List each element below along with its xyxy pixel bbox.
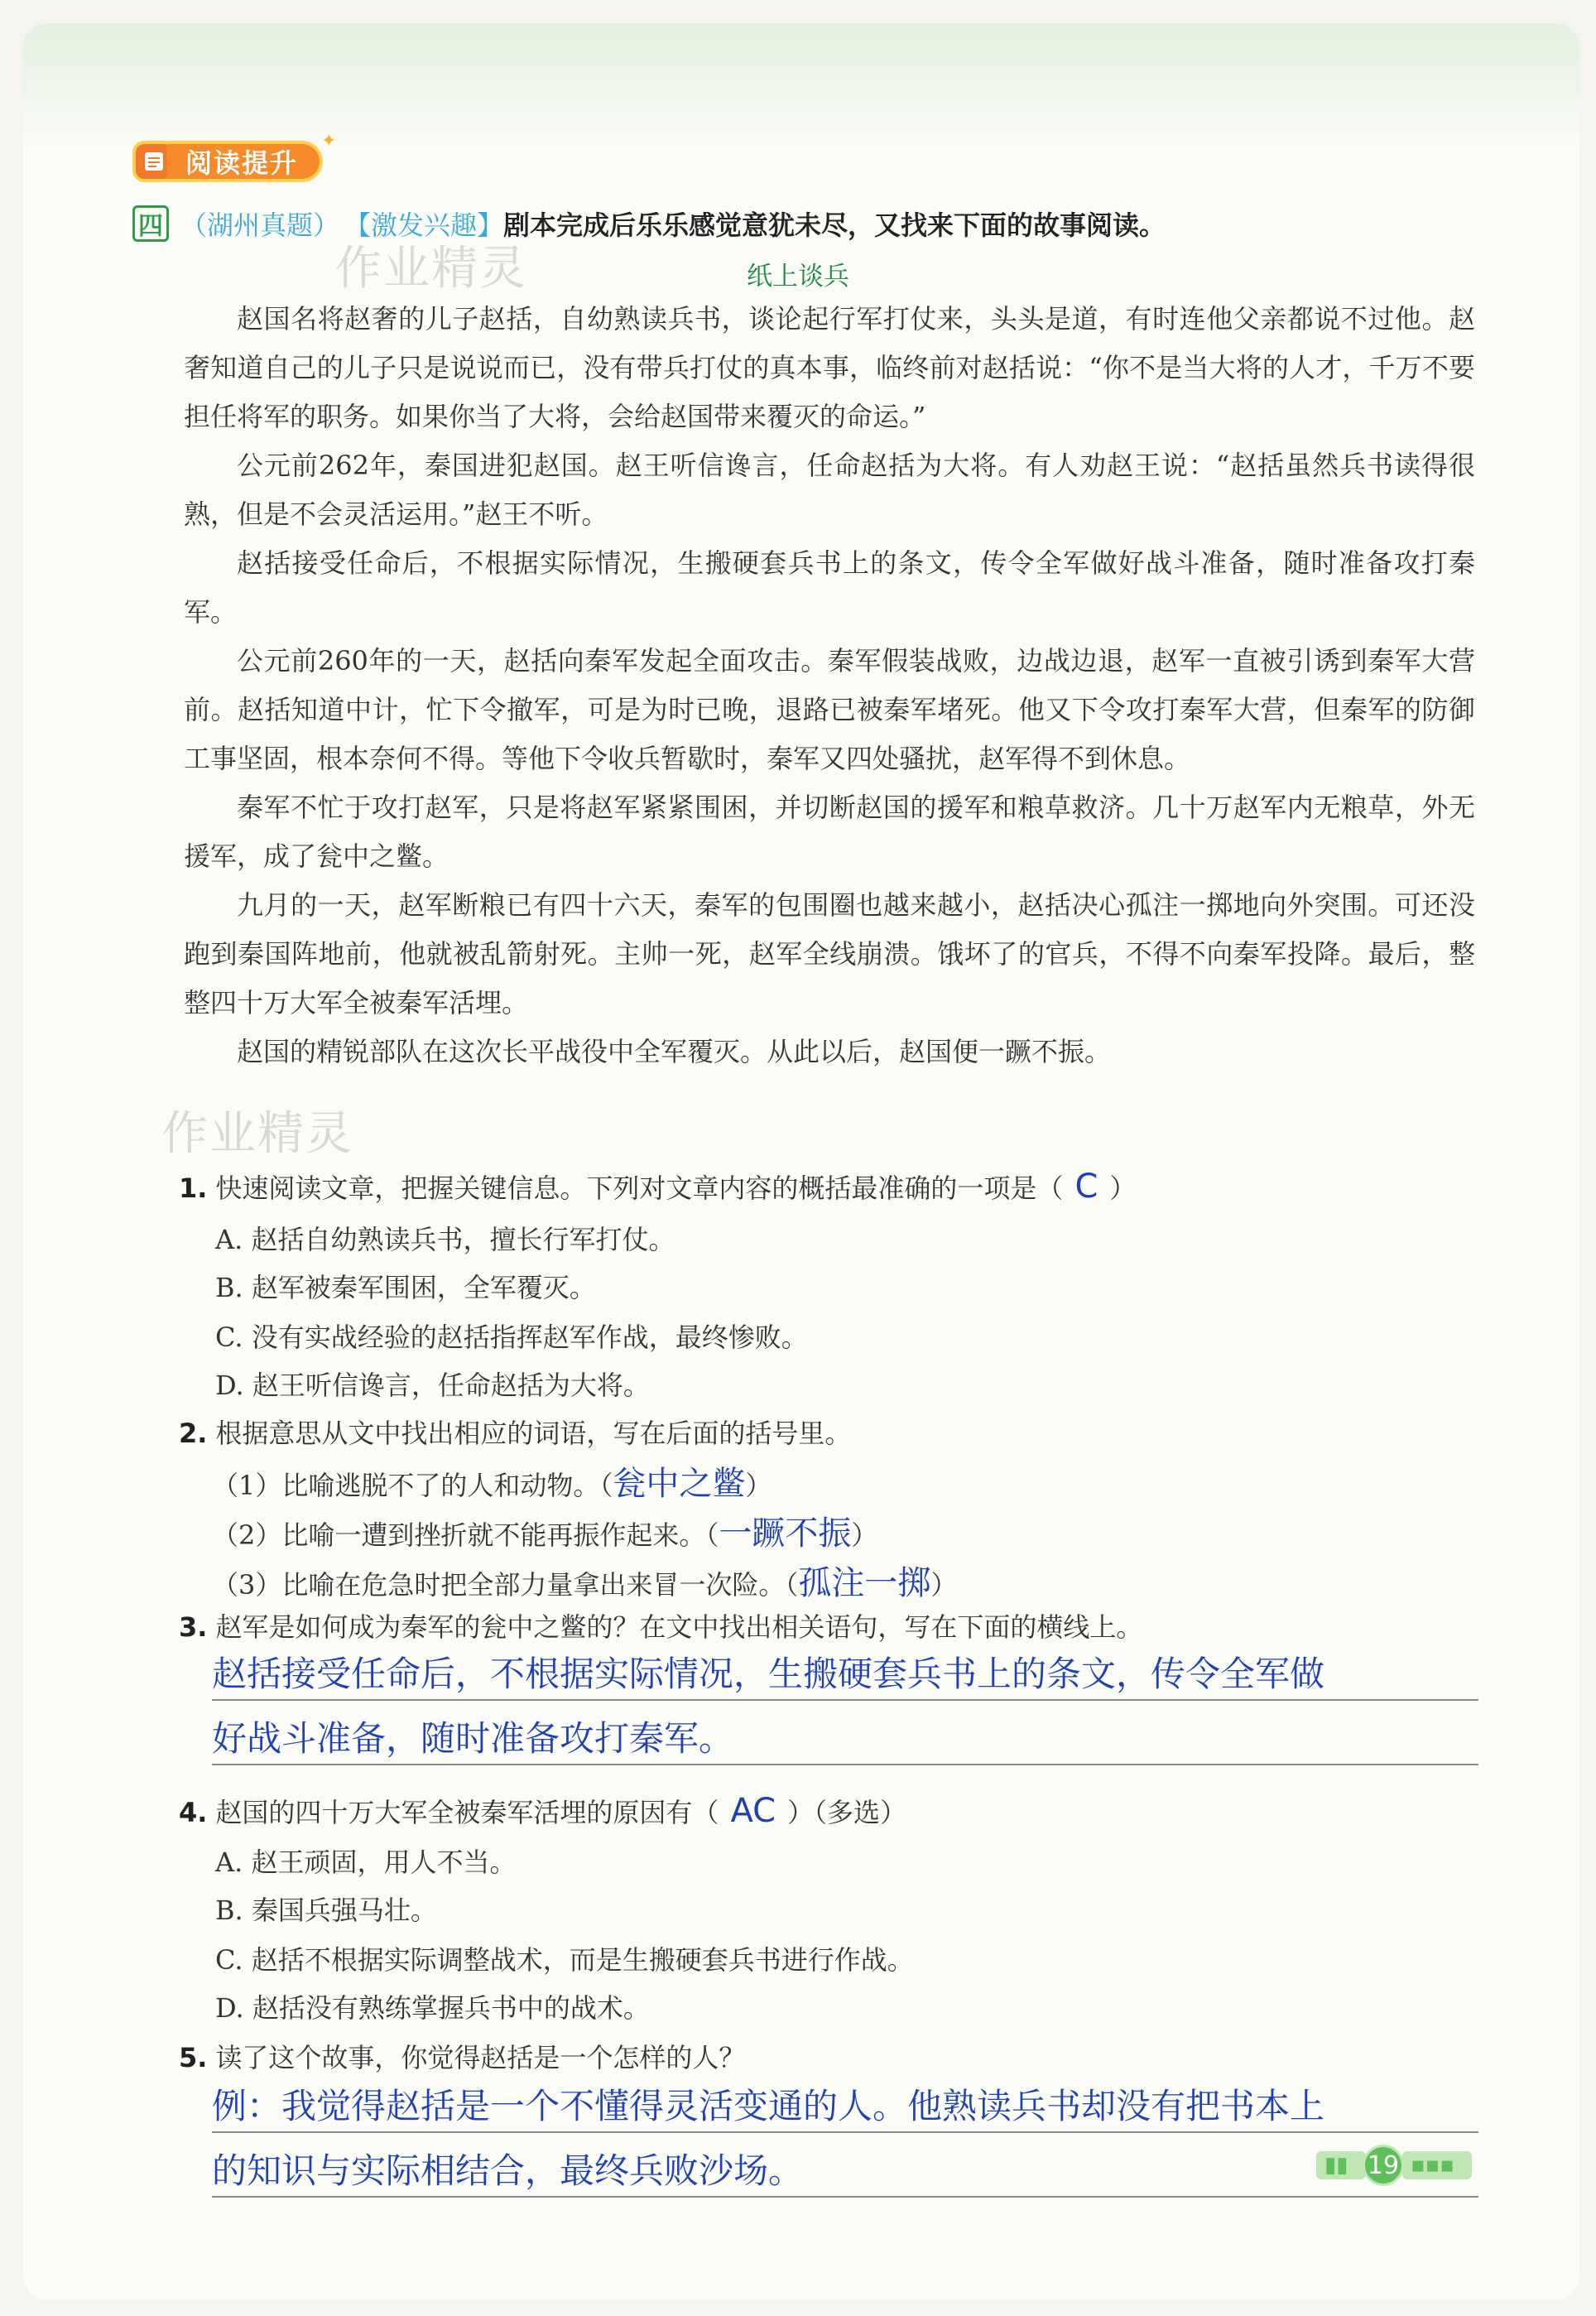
- option-d: D. 赵王听信谗言，任命赵括为大将。: [215, 1370, 650, 1401]
- option-a: A. 赵王顽固，用人不当。: [215, 1847, 517, 1878]
- story-paragraph: 赵国名将赵奢的儿子赵括，自幼熟读兵书，谈论起行军打仗来，头头是道，有时连他父亲都说不过他。赵奢知道自己的儿子只是说说而已，没有带兵打仗的真本事，临终前对赵括说：“你不是当大将的人才，千万不要担任将军的职务。如果你当了大将，会给赵国带来覆灭的命运。”: [184, 303, 1475, 432]
- option-c: C. 赵括不根据实际调整战术，而是生搬硬套兵书进行作战。: [215, 1944, 914, 1976]
- story-paragraph: 秦军不忙于攻打赵军，只是将赵军紧紧围困，并切断赵国的援军和粮草救济。几十万赵军内无粮草，外无援军，成了瓮中之鳖。: [184, 792, 1475, 872]
- answer-q3-line-2[interactable]: 好战斗准备，随时准备攻打秦军。: [212, 1714, 1478, 1765]
- story-body: [184, 295, 1475, 1076]
- watermark: 作业精灵: [161, 1107, 353, 1161]
- story-title: 纸上谈兵: [747, 262, 849, 291]
- story-paragraph: 赵国的精锐部队在这次长平战役中全军覆灭。从此以后，赵国便一蹶不振。: [237, 1036, 1112, 1067]
- option-b: B. 秦国兵强马壮。: [215, 1895, 437, 1926]
- answer-q4[interactable]: AC: [730, 1792, 776, 1830]
- section-header: [132, 137, 323, 186]
- option-a: A. 赵括自幼熟读兵书，擅长行军打仗。: [215, 1224, 675, 1255]
- section-title: 阅读提升: [167, 141, 323, 182]
- watermark: 作业精灵: [335, 242, 527, 296]
- story-paragraph: 公元前262年，秦国进犯赵国。赵王听信谗言，任命赵括为大将。有人劝赵王说：“赵括虽然兵书读得很熟，但是不会灵活运用。”赵王不听。: [184, 450, 1475, 530]
- question-number-box: 四: [132, 205, 169, 242]
- question-1: 1. 快速阅读文章，把握关键信息。下列对文章内容的概括最准确的一项是（ C ）: [179, 1168, 1137, 1206]
- story-paragraph: 公元前260年的一天，赵括向秦军发起全面攻击。秦军假装战败，边战边退，赵军一直被引诱到秦军大营前。赵括知道中计，忙下令撤军，可是为时已晚，退路已被秦军堵死。他又下令攻打秦军大营，但秦军的防御工事坚固，根本奈何不得。等他下令收兵暂歇时，秦军又四处骚扰，赵军得不到休息。: [184, 645, 1475, 774]
- question-3: 3. 赵军是如何成为秦军的瓮中之鳖的？在文中找出相关语句，写在下面的横线上。: [179, 1611, 1143, 1643]
- story-paragraph: 赵括接受任命后，不根据实际情况，生搬硬套兵书上的条文，传令全军做好战斗准备，随时准备攻打秦军。: [184, 547, 1475, 628]
- question-intro-text: 剧本完成后乐乐感觉意犹未尽，又找来下面的故事阅读。: [503, 209, 1166, 241]
- answer-q2-2[interactable]: 一蹶不振: [719, 1514, 852, 1553]
- answer-q5-line-2[interactable]: 的知识与实际相结合，最终兵败沙场。: [212, 2146, 1478, 2198]
- option-d: D. 赵括没有熟练掌握兵书中的战术。: [215, 1992, 650, 2024]
- question-2: 2. 根据意思从文中找出相应的词语，写在后面的括号里。: [179, 1418, 852, 1449]
- page-number-badge: [1316, 2145, 1482, 2183]
- q2-item-1: （1）比喻逃脱不了的人和动物。（瓮中之鳖）: [212, 1465, 772, 1503]
- top-decor-band: [23, 23, 1579, 147]
- answer-q5-line-1[interactable]: 例：我觉得赵括是一个不懂得灵活变通的人。他熟读兵书却没有把书本上: [212, 2082, 1478, 2133]
- q2-item-2: （2）比喻一遭到挫折就不能再振作起来。（一蹶不振）: [212, 1514, 878, 1553]
- question-4: 4. 赵国的四十万大军全被秦军活埋的原因有（ AC ）（多选）: [179, 1792, 907, 1830]
- page-number-decor-right: ▪▪▪: [1402, 2151, 1472, 2179]
- question-5: 5. 读了这个故事，你觉得赵括是一个怎样的人？: [179, 2042, 746, 2073]
- option-b: B. 赵军被秦军围困，全军覆灭。: [215, 1272, 596, 1303]
- question-tag: 【激发兴趣】: [344, 209, 504, 241]
- question-source: （湖州真题）: [180, 209, 340, 241]
- q2-item-3: （3）比喻在危急时把全部力量拿出来冒一次险。（孤注一掷）: [212, 1564, 958, 1602]
- page-number-decor-left: ▮▮: [1316, 2151, 1366, 2179]
- answer-q2-1[interactable]: 瓮中之鳖: [613, 1465, 746, 1503]
- answer-q2-3[interactable]: 孤注一掷: [798, 1564, 931, 1602]
- page-number: 19: [1363, 2145, 1404, 2186]
- answer-q3-line-1[interactable]: 赵括接受任命后，不根据实际情况，生搬硬套兵书上的条文，传令全军做: [212, 1649, 1478, 1701]
- story-paragraph: 九月的一天，赵军断粮已有四十六天，秦军的包围圈也越来越小，赵括决心孤注一掷地向外突围。可还没跑到秦国阵地前，他就被乱箭射死。主帅一死，赵军全线崩溃。饿坏了的官兵，不得不向秦军投降。最后，整整四十万大军全被秦军活埋。: [184, 889, 1475, 1018]
- answer-q1[interactable]: C: [1074, 1168, 1098, 1206]
- sparkle-icon: ✦: [321, 131, 337, 152]
- option-c: C. 没有实战经验的赵括指挥赵军作战，最终惨败。: [215, 1322, 808, 1353]
